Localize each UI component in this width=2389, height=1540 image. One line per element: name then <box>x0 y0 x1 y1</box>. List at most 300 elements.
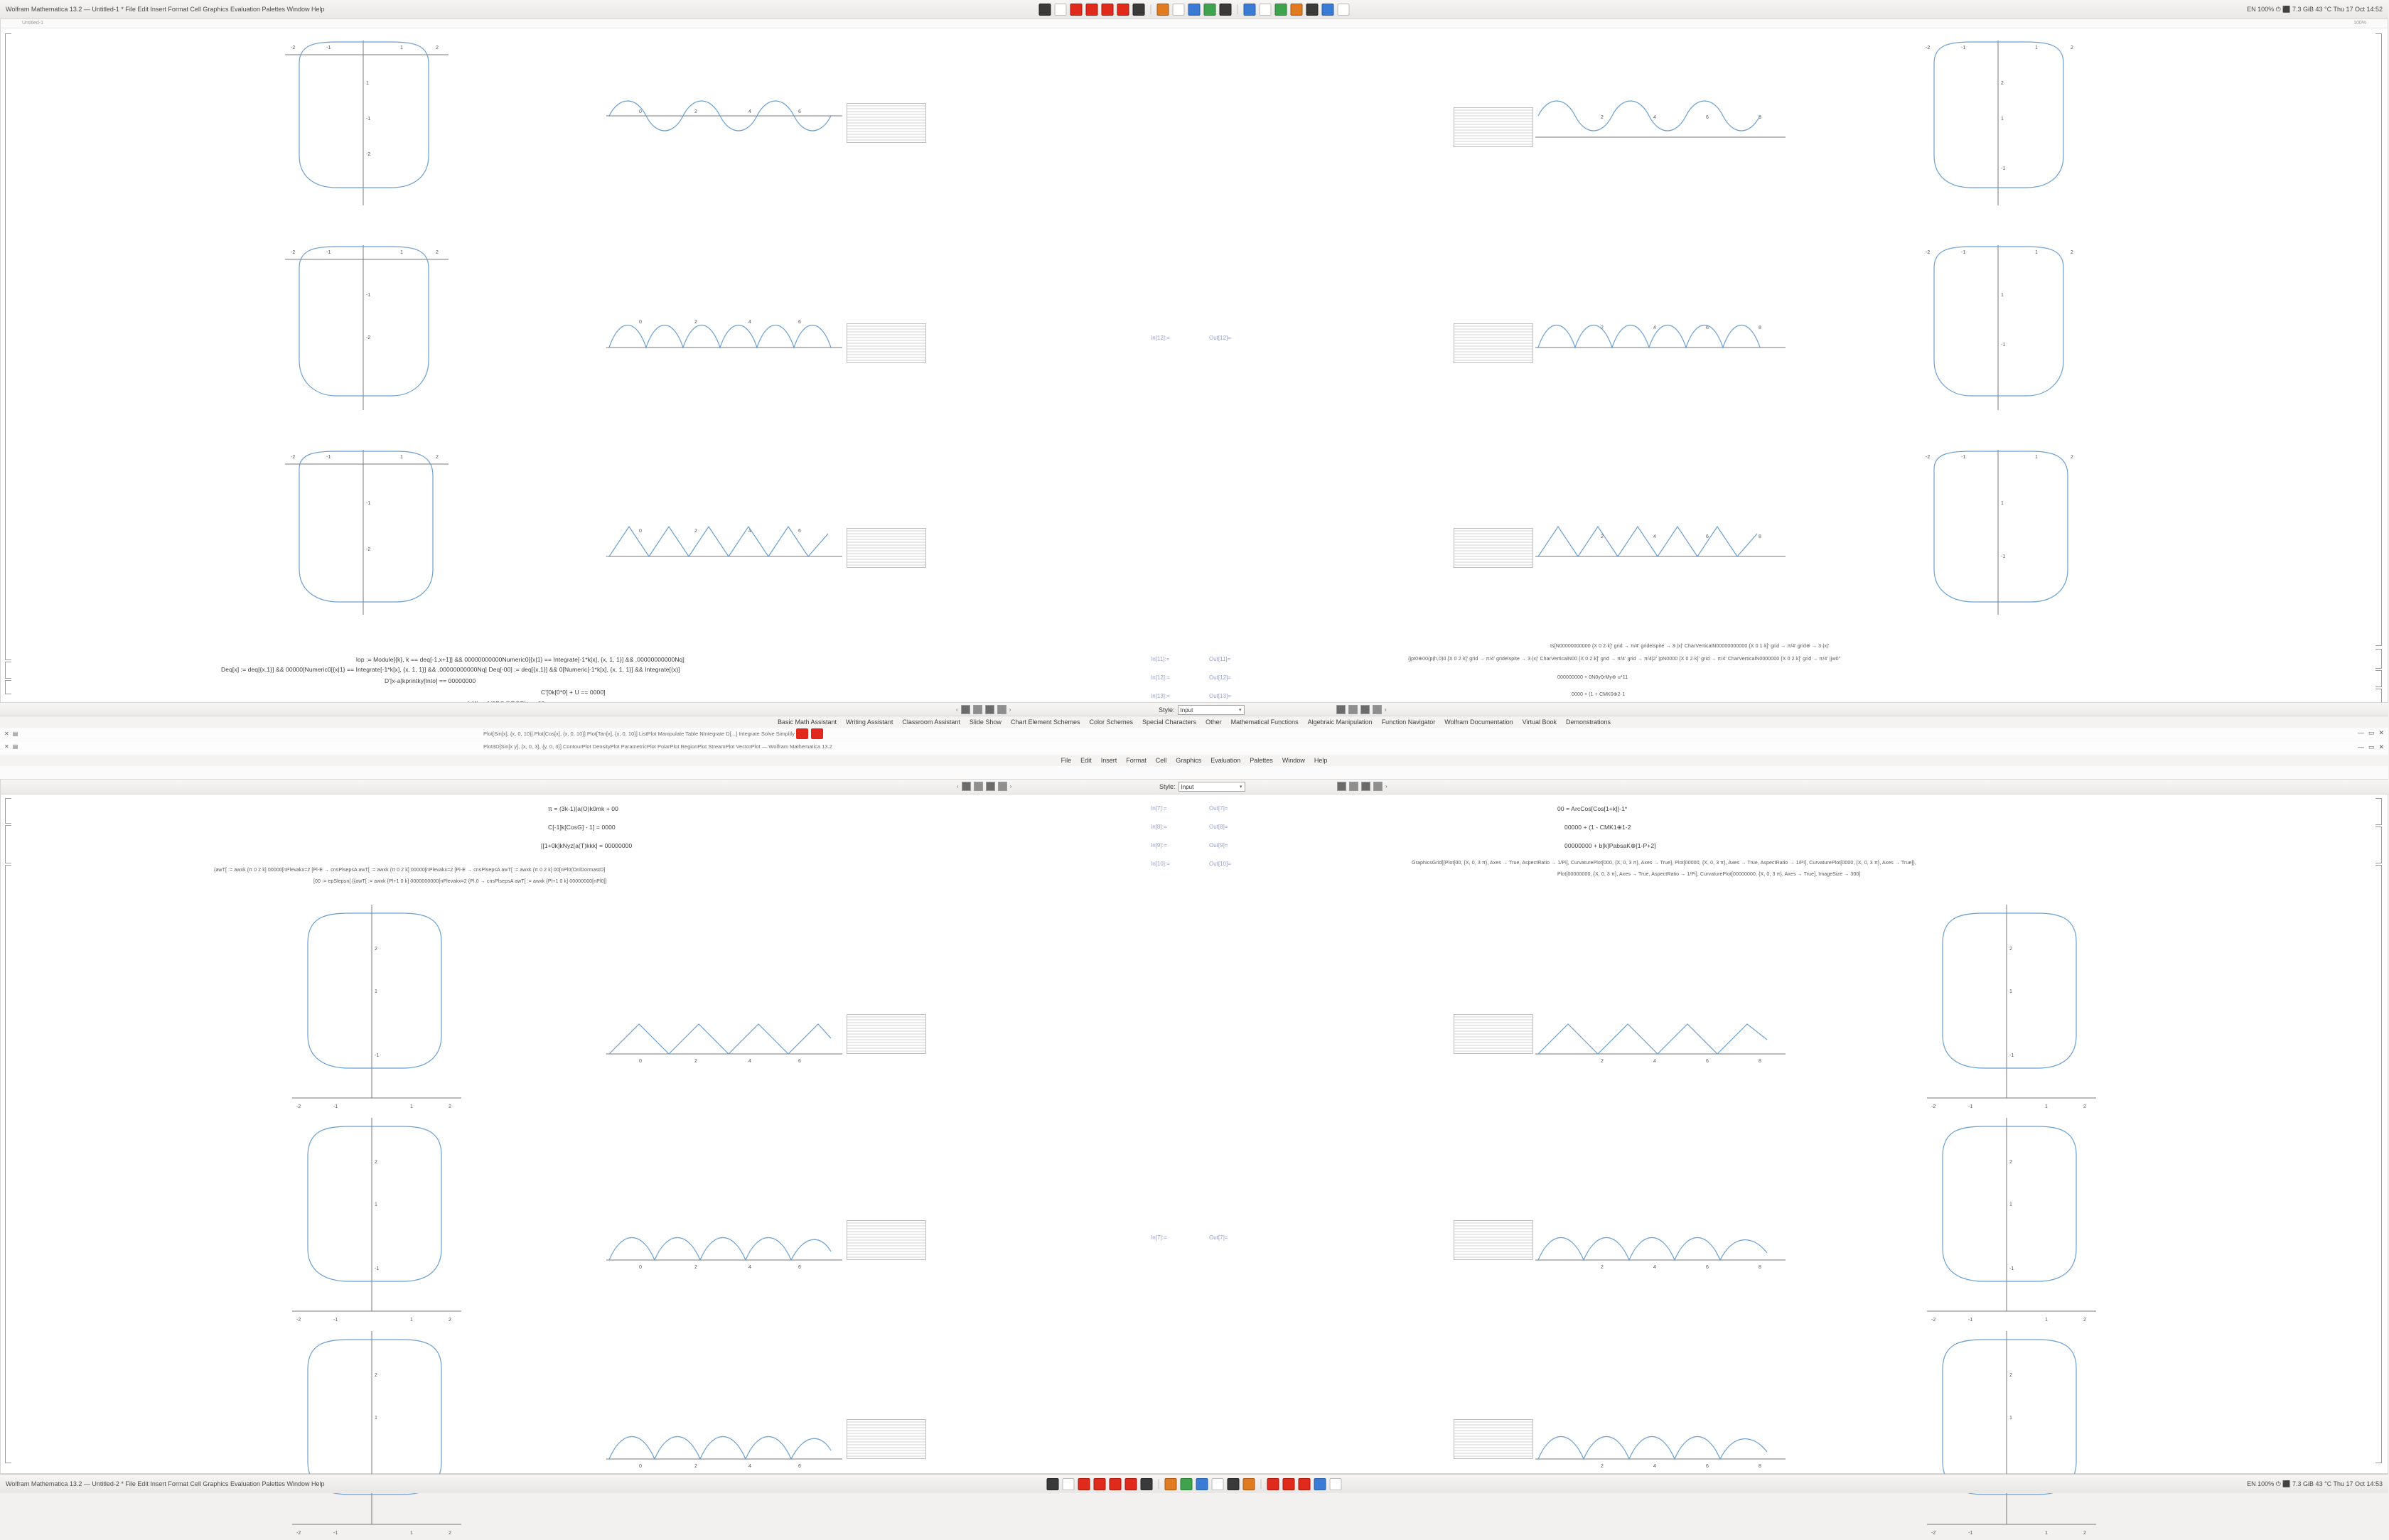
bottom-swatch-more-caret[interactable]: › <box>1385 783 1387 790</box>
svg-text:-1: -1 <box>375 1266 380 1271</box>
out-label-3: Out[13]= <box>1209 693 1231 699</box>
svg-text:1: 1 <box>410 1318 413 1323</box>
svg-text:2: 2 <box>1601 534 1604 539</box>
suggestions-bar-row-2[interactable] <box>0 742 2388 751</box>
plot-sinsq-bottom-1[interactable] <box>603 1220 845 1270</box>
bottom-in-label-4: In[10]:= <box>1151 861 1170 867</box>
bottom-in-label-2: In[8]:= <box>1151 824 1167 830</box>
svg-text:2: 2 <box>1601 115 1604 120</box>
svg-text:1: 1 <box>375 1202 377 1207</box>
svg-text:1: 1 <box>2045 1531 2048 1536</box>
svg-text:6: 6 <box>798 1265 801 1270</box>
maximize-button-2[interactable]: ▭ <box>2368 743 2375 750</box>
menu-item-10[interactable]: Function Navigator <box>1381 718 1436 726</box>
svg-text:2: 2 <box>449 1104 451 1109</box>
close-icon-2[interactable]: ✕ <box>4 743 9 750</box>
svg-text:1: 1 <box>2045 1318 2048 1323</box>
spreadsheet-icon[interactable] <box>1204 4 1216 16</box>
svg-text:2: 2 <box>694 320 697 325</box>
svg-text:2: 2 <box>694 1265 697 1270</box>
menu-evaluation[interactable]: Evaluation <box>1210 757 1241 764</box>
menu-icon-2[interactable]: ▤ <box>12 743 18 750</box>
palettes-menu-row[interactable] <box>0 716 2388 728</box>
bottom-color-swatch-4[interactable] <box>998 782 1007 791</box>
svg-text:1: 1 <box>2035 455 2038 460</box>
menu-palettes[interactable]: Palettes <box>1250 757 1273 764</box>
menu-format[interactable]: Format <box>1126 757 1147 764</box>
ruler-label-right: 100% <box>2353 21 2366 26</box>
minimize-button[interactable]: — <box>2357 729 2364 736</box>
svg-text:-1: -1 <box>1961 250 1966 255</box>
svg-text:-1: -1 <box>375 1053 380 1058</box>
record-icon[interactable] <box>1070 4 1083 16</box>
svg-text:0: 0 <box>639 1265 642 1270</box>
code-line-2[interactable]: Deq[x] := deq[{x,1}] && 00000[Numeric0[{x|1} == Integrate[-1*k[x], {x, 1, 1}] && ,00000000000Nq] Deq[-00] := deq[{x,1}] && 0[Numeric[-1*k[x], {x, 1, 1}] && Integrate[(x)] <box>221 666 680 673</box>
svg-text:8: 8 <box>1759 534 1761 539</box>
ruler-top <box>1 19 2388 28</box>
svg-text:4: 4 <box>748 1059 751 1064</box>
browser-icon[interactable] <box>1157 4 1169 16</box>
svg-text:1: 1 <box>400 455 403 460</box>
svg-text:4: 4 <box>1653 325 1656 330</box>
bottom-color-swatch-1[interactable] <box>962 782 971 791</box>
cell-bracket[interactable] <box>5 825 11 863</box>
svg-text:2: 2 <box>436 45 439 50</box>
monitor-icon[interactable] <box>1322 4 1334 16</box>
bottom-color-swatch-3[interactable] <box>986 782 995 791</box>
cell-bracket[interactable] <box>5 662 11 679</box>
color-swatch-4[interactable] <box>997 705 1006 714</box>
mail-icon-b[interactable] <box>1196 1478 1208 1490</box>
svg-text:-1: -1 <box>333 1531 338 1536</box>
menu-item-0[interactable]: Basic Math Assistant <box>777 718 837 726</box>
grid-legend-block-4 <box>1454 323 1533 363</box>
menu-item-13[interactable]: Demonstrations <box>1565 718 1611 726</box>
bottom-code-line-2[interactable]: C[-1]k[CosG] - 1] = 0000 <box>548 824 616 831</box>
plot-sinsq-bottom-3[interactable] <box>603 1419 845 1469</box>
svg-text:-1: -1 <box>326 250 331 255</box>
svg-text:1: 1 <box>2035 250 2038 255</box>
paint-icon-b[interactable] <box>1283 1478 1295 1490</box>
spreadsheet-icon-b[interactable] <box>1181 1478 1193 1490</box>
svg-text:-2: -2 <box>291 455 296 460</box>
color-swatch-5[interactable] <box>1336 705 1346 714</box>
bottom-status-area[interactable]: EN 100% ⏻ ⬛ 7.3 GiB 43 °C Thu 17 Oct 14:53 <box>2247 1480 2383 1487</box>
svg-text:1: 1 <box>2001 293 2004 298</box>
window-controls-bottom[interactable] <box>2358 743 2384 751</box>
svg-text:-2: -2 <box>366 547 371 552</box>
plot-triangle-top-2[interactable] <box>1532 517 1788 566</box>
svg-text:0: 0 <box>639 529 642 534</box>
color-swatch-1[interactable] <box>961 705 970 714</box>
cell-bracket[interactable] <box>2375 649 2382 669</box>
menu-file[interactable]: File <box>1061 757 1072 764</box>
archive-icon[interactable] <box>1244 4 1256 16</box>
svg-text:2: 2 <box>449 1318 451 1323</box>
notebook-window-top[interactable] <box>0 18 2388 711</box>
menu-window[interactable]: Window <box>1282 757 1305 764</box>
bottom-code-r4[interactable]: GraphicsGrid[{Plot[00, {X, 0, 3 π}, Axes → True, AspectRatio → 1/Pi], CurvaturePlot[000, {X, 0, 3 π}, Axes → True], Plot[00000, {X, 0, 3 π}, Axes → True, AspectRatio → 1/Pi], CurvaturePlot[0000, {X, 0, 3 π}, Axes → True]}, <box>1412 861 1916 866</box>
svg-text:6: 6 <box>1706 115 1709 120</box>
menu-help[interactable]: Help <box>1314 757 1328 764</box>
svg-text:-2: -2 <box>1926 455 1931 460</box>
bottom-code-r1[interactable]: 00 = ArcCos[Cos[1+k]]-1* <box>1557 805 1628 812</box>
svg-text:6: 6 <box>798 109 801 114</box>
style-selector[interactable] <box>1159 705 1245 715</box>
browser-icon-b[interactable] <box>1165 1478 1177 1490</box>
svg-text:-2: -2 <box>366 335 371 340</box>
bottom-swatch-left-caret[interactable]: ‹ <box>957 783 959 790</box>
bottom-color-swatch-8[interactable] <box>1373 782 1383 791</box>
code-line-r2[interactable]: {jpt0⊕00(p(h,0)0 {X 0 2·k]' grid → π/4' gridelspite → 3·|x|' CharVerticalN00 {X 0 2·k]' grid → π/4' grid → π/4|2' |pN0000 {X 0 2·k]' grid → π/4' CharVerticalN0000000 {X 0 2·k]' grid → π/4' |jw0'' <box>1408 657 1841 662</box>
style-combo[interactable] <box>1178 705 1245 715</box>
menu-graphics[interactable]: Graphics <box>1176 757 1202 764</box>
svg-text:1: 1 <box>2045 1104 2048 1109</box>
top-status-area[interactable]: EN 100% ⏻ ⬛ 7.3 GiB 43 °C Thu 17 Oct 14:52 <box>2247 5 2383 13</box>
plot-superellipse-bottom-right-1[interactable] <box>1906 900 2105 1114</box>
svg-text:1: 1 <box>410 1104 413 1109</box>
swatch-left-caret[interactable]: ‹ <box>956 706 958 713</box>
highlight-box-2[interactable] <box>811 728 823 739</box>
svg-text:8: 8 <box>1759 1059 1761 1064</box>
bottom-code-r3[interactable]: 00000000 + b[k]PabsaK⊕[1-P+2] <box>1564 842 1656 849</box>
svg-text:2: 2 <box>2083 1104 2086 1109</box>
svg-text:8: 8 <box>1759 115 1761 120</box>
swatch-group-left[interactable] <box>956 705 1011 714</box>
editor-icon-b[interactable] <box>1228 1478 1240 1490</box>
cell-bracket[interactable] <box>2375 33 2382 646</box>
svg-text:-1: -1 <box>333 1104 338 1109</box>
svg-text:2: 2 <box>375 1373 377 1378</box>
svg-text:2: 2 <box>436 250 439 255</box>
bottom-style-combo-value: Input <box>1181 783 1194 790</box>
svg-text:-1: -1 <box>366 501 371 506</box>
in-label-1: In[11]:= <box>1151 656 1170 662</box>
svg-text:1: 1 <box>2035 45 2038 50</box>
plot-superellipse-bottom-right-2[interactable] <box>1906 1114 2105 1327</box>
cell-bracket[interactable] <box>2375 689 2382 703</box>
top-tray[interactable] <box>1039 4 1350 16</box>
suggestions-row2-text[interactable]: Plot3D[Sin[x y], {x, 0, 3}, {y, 0, 3}] ContourPlot DensityPlot ParametricPlot PolarPlot RegionPlot StreamPlot VectorPlot — Wolfram Mathematica 13.2 <box>483 743 832 750</box>
right-cell-brackets <box>2373 29 2383 707</box>
capture-icon[interactable] <box>1102 4 1114 16</box>
plot-sine-top-3[interactable] <box>603 308 845 357</box>
bottom-color-swatch-5[interactable] <box>1337 782 1346 791</box>
bottom-swatch-right-caret[interactable]: › <box>1009 783 1012 790</box>
left-cell-brackets <box>4 29 14 707</box>
menu-icon[interactable]: ▤ <box>12 731 18 737</box>
plot-superellipse-top-right-3[interactable] <box>1906 444 2090 622</box>
svg-text:1: 1 <box>410 1531 413 1536</box>
grid-legend-block-1 <box>847 103 926 143</box>
grid-legend-block-b2 <box>1454 1014 1533 1054</box>
svg-text:-1: -1 <box>2009 1266 2014 1271</box>
bottom-format-toolbar[interactable] <box>1 780 2389 795</box>
svg-text:6: 6 <box>798 1059 801 1064</box>
svg-text:6: 6 <box>1706 1464 1709 1469</box>
bottom-code-r5[interactable]: Plot[00000000, {X, 0, 3 π}, Axes → True, AspectRatio → 1/Pi], CurvaturePlot[00000000, {X, 0, 3 π}, Axes → True], ImageSize → 300] <box>1557 872 1861 877</box>
svg-text:2: 2 <box>1601 1059 1604 1064</box>
color-swatch-7[interactable] <box>1360 705 1370 714</box>
camera-icon-b[interactable] <box>1125 1478 1137 1490</box>
svg-text:-1: -1 <box>2009 1053 2014 1058</box>
out-label-mid-top: Out[12]= <box>1209 335 1231 341</box>
plot-sinsq-bottom-4[interactable] <box>1532 1419 1788 1469</box>
files-icon-b[interactable] <box>1047 1478 1059 1490</box>
svg-text:-2: -2 <box>366 152 371 157</box>
bottom-in-label-1: In[7]:= <box>1151 805 1167 812</box>
stop-icon-b[interactable] <box>1094 1478 1106 1490</box>
plot-superellipse-top-right-2[interactable] <box>1906 239 2090 417</box>
svg-text:2: 2 <box>375 947 377 952</box>
svg-text:1: 1 <box>400 45 403 50</box>
svg-text:1: 1 <box>375 1416 377 1421</box>
color-swatch-3[interactable] <box>985 705 994 714</box>
svg-text:-1: -1 <box>333 1318 338 1323</box>
cell-bracket[interactable] <box>5 33 11 660</box>
svg-text:1: 1 <box>2009 989 2012 994</box>
camera-icon[interactable] <box>1117 4 1129 16</box>
window-left-controls-1[interactable] <box>4 731 18 737</box>
chevron-down-icon-2: ▾ <box>1240 785 1242 790</box>
plot-sine-top-1[interactable] <box>603 97 845 147</box>
svg-text:-2: -2 <box>1931 1104 1936 1109</box>
bottom-code-r2[interactable]: 00000 + (1 - CMK1⊕1-2 <box>1564 824 1631 831</box>
menu-item-8[interactable]: Mathematical Functions <box>1230 718 1299 726</box>
svg-text:2: 2 <box>2071 455 2073 460</box>
code-line-r3[interactable]: 000000000 + 0N0y0rMy⊕ u*11 <box>1557 675 1628 680</box>
svg-text:2: 2 <box>1601 1265 1604 1270</box>
bottom-code-l1[interactable]: {awT[ := awxk {π 0 2 k] 00000[nPlevakx=2 [Pl-E → cnsPlsepsA awT[ := awxk {π 0 2 k] 00000[nPlevakx=2 [Pl-E → cnsPlsepsA awT[ := awxk {π 0 2 k] 00[nPl0(OnlDormastD] <box>214 868 606 873</box>
bottom-style-label: Style: <box>1159 783 1176 790</box>
code-line-4[interactable]: C'[0k[0*0] + U == 0000] <box>541 689 606 696</box>
window-controls-top[interactable] <box>2358 729 2384 737</box>
bottom-desktop-bar <box>0 1474 2388 1493</box>
swatch-right-caret[interactable]: › <box>1009 706 1011 713</box>
bottom-in-label-3: In[9]:= <box>1151 842 1167 849</box>
cell-bracket[interactable] <box>5 798 11 824</box>
plot-sinsq-bottom-2[interactable] <box>1532 1220 1788 1270</box>
grid-legend-block-b3 <box>847 1220 926 1260</box>
calc-icon-b[interactable] <box>1299 1478 1311 1490</box>
svg-text:-2: -2 <box>1931 1318 1936 1323</box>
bottom-code-line-1[interactable]: π = (3k-1)[a(O)k0mk + 00 <box>548 805 618 812</box>
plot-superellipse-top-right-1[interactable] <box>1906 35 2090 212</box>
svg-text:1: 1 <box>400 250 403 255</box>
cell-bracket[interactable] <box>5 865 11 1463</box>
plot-triangle-bottom-2[interactable] <box>1532 1014 1788 1064</box>
bottom-in-label-mid: In[7]:= <box>1151 1234 1167 1241</box>
cell-bracket[interactable] <box>5 680 11 694</box>
highlight-box-1[interactable] <box>796 728 808 739</box>
plot-triangle-bottom-1[interactable] <box>603 1014 845 1064</box>
bottom-out-label-mid: Out[7]= <box>1209 1234 1228 1241</box>
svg-text:2: 2 <box>2071 45 2073 50</box>
window-left-controls-2[interactable] <box>4 743 18 750</box>
format-toolbar[interactable] <box>0 702 2388 716</box>
files-icon[interactable] <box>1039 4 1051 16</box>
close-button[interactable]: ✕ <box>2378 729 2384 736</box>
menu-insert[interactable]: Insert <box>1100 757 1117 764</box>
suggestions-bar-row-1[interactable] <box>0 729 2388 738</box>
grid-legend-block-5 <box>847 528 926 568</box>
chat-icon-b[interactable] <box>1243 1478 1255 1490</box>
code-line-3[interactable]: D'[x-a]kprintky[Into] == 00000000 <box>385 677 476 684</box>
svg-text:2: 2 <box>2009 1373 2012 1378</box>
notebook-icon-b[interactable] <box>1212 1478 1224 1490</box>
svg-text:4: 4 <box>1653 1464 1656 1469</box>
svg-text:2: 2 <box>1601 1464 1604 1469</box>
terminal-icon[interactable] <box>1133 4 1145 16</box>
svg-text:2: 2 <box>2071 250 2073 255</box>
close-button-2[interactable]: ✕ <box>2378 743 2384 750</box>
menu-item-3[interactable]: Slide Show <box>969 718 1002 726</box>
svg-text:-1: -1 <box>1968 1531 1973 1536</box>
suggestions-row1-text[interactable]: Plot[Sin[x], {x, 0, 10}] Plot[Cos[x], {x, 0, 10}] Plot[Tan[x], {x, 0, 10}] ListPlot Manipulate Table NIntegrate D[...] Integrate Solve Simplify <box>483 731 795 737</box>
svg-text:-1: -1 <box>1968 1104 1973 1109</box>
cell-bracket[interactable] <box>2375 865 2382 1463</box>
close-icon[interactable]: ✕ <box>4 731 9 737</box>
svg-text:-2: -2 <box>1926 45 1931 50</box>
calc-icon[interactable] <box>1275 4 1287 16</box>
stop-icon[interactable] <box>1086 4 1098 16</box>
bottom-out-label-4: Out[10]= <box>1209 861 1231 867</box>
svg-text:6: 6 <box>798 529 801 534</box>
svg-text:6: 6 <box>798 1464 801 1469</box>
grid-icon[interactable] <box>1338 4 1350 16</box>
svg-text:-1: -1 <box>1961 455 1966 460</box>
cell-bracket[interactable] <box>2375 670 2382 687</box>
menu-cell[interactable]: Cell <box>1155 757 1167 764</box>
plot-superellipse-bottom-left-1[interactable] <box>271 900 470 1114</box>
bottom-code-l2[interactable]: [00 := epSlepsn[ {{awT[ := awxk {Pl+1 0 k] 0000000000[nPlevakx=2 {Pl.0 → cnsPlsepsA awT[ := awxk {Pl+1 0 k] 00000000[nPl0]] <box>313 879 607 884</box>
svg-text:4: 4 <box>748 1265 751 1270</box>
svg-text:-1: -1 <box>1968 1318 1973 1323</box>
plot-sine-top-2[interactable] <box>1532 97 1788 147</box>
menu-item-5[interactable]: Color Schemes <box>1089 718 1134 726</box>
bottom-tray[interactable] <box>1047 1478 1342 1490</box>
svg-text:2: 2 <box>694 109 697 114</box>
out-label-1: Out[11]= <box>1209 656 1231 662</box>
cell-bracket[interactable] <box>2375 826 2382 863</box>
plot-superellipse-bottom-left-2[interactable] <box>271 1114 470 1327</box>
swatch-more-caret[interactable]: › <box>1385 706 1387 713</box>
bottom-swatch-group-left[interactable] <box>957 782 1011 791</box>
swatch-group-right[interactable] <box>1336 705 1387 714</box>
plot-superellipse-bottom-left-3[interactable] <box>271 1327 470 1540</box>
svg-text:2: 2 <box>375 1160 377 1165</box>
svg-text:8: 8 <box>1759 1265 1761 1270</box>
svg-text:-1: -1 <box>366 293 371 298</box>
minimize-button-2[interactable]: — <box>2357 743 2364 750</box>
code-line-1[interactable]: lop := Module[{k}, k == deq[-1,x+1]] && 00000000000Numeric0[{x|1} == Integrate[-1*k[x], {x, 1, 1}] && ,00000000000Nq] <box>356 656 685 663</box>
cell-bracket[interactable] <box>2375 798 2382 825</box>
code-line-r4[interactable]: 0000 + (1 + CMK0⊕2·1 <box>1572 692 1626 697</box>
tray-separator-b2 <box>1261 1479 1262 1489</box>
bottom-left-cell-brackets <box>4 797 14 1470</box>
svg-text:2: 2 <box>1601 325 1604 330</box>
color-swatch-6[interactable] <box>1348 705 1358 714</box>
plot-superellipse-top-left-3[interactable] <box>271 444 456 622</box>
svg-text:4: 4 <box>748 529 751 534</box>
svg-text:-2: -2 <box>291 45 296 50</box>
in-label-mid-top: In[12]:= <box>1151 335 1170 341</box>
code-line-r1[interactable]: ts[N00000000000 {X 0 2·k]' grid → π/4' gridelspite → 3·|x|' CharVerticalN00000000000 {X 0 1·k]' grid → π/4' grid⊕ → 3·|x|' <box>1550 644 1830 649</box>
svg-text:0: 0 <box>639 1464 642 1469</box>
svg-text:1: 1 <box>375 989 377 994</box>
menu-item-12[interactable]: Virtual Book <box>1522 718 1557 726</box>
svg-text:-1: -1 <box>2001 166 2006 171</box>
svg-text:1: 1 <box>2009 1416 2012 1421</box>
bottom-style-selector[interactable] <box>1159 782 1245 792</box>
grid-icon-b[interactable] <box>1330 1478 1342 1490</box>
bottom-color-swatch-6[interactable] <box>1349 782 1358 791</box>
svg-text:0: 0 <box>639 1059 642 1064</box>
grid-legend-block-2 <box>1454 107 1533 147</box>
settings-icon[interactable] <box>1306 4 1319 16</box>
mail-icon[interactable] <box>1188 4 1201 16</box>
menu-item-4[interactable]: Chart Element Schemes <box>1010 718 1080 726</box>
bottom-color-swatch-7[interactable] <box>1361 782 1370 791</box>
menu-item-2[interactable]: Classroom Assistant <box>902 718 960 726</box>
svg-text:4: 4 <box>1653 1059 1656 1064</box>
menu-item-11[interactable]: Wolfram Documentation <box>1444 718 1513 726</box>
svg-text:2: 2 <box>2001 81 2004 86</box>
menu-item-6[interactable]: Special Characters <box>1142 718 1197 726</box>
svg-text:-1: -1 <box>366 117 371 122</box>
archive-icon-b[interactable] <box>1267 1478 1279 1490</box>
grid-legend-block-b1 <box>847 1014 926 1054</box>
color-swatch-8[interactable] <box>1373 705 1382 714</box>
bottom-out-label-3: Out[9]= <box>1209 842 1228 849</box>
in-label-2: In[12]:= <box>1151 674 1170 681</box>
monitor-icon-b[interactable] <box>1314 1478 1326 1490</box>
svg-text:-2: -2 <box>291 250 296 255</box>
svg-text:-2: -2 <box>1926 250 1931 255</box>
paint-icon[interactable] <box>1260 4 1272 16</box>
out-label-2: Out[12]= <box>1209 674 1231 681</box>
plot-sine-top-4[interactable] <box>1532 308 1788 357</box>
menu-item-9[interactable]: Algebraic Manipulation <box>1307 718 1373 726</box>
plot-triangle-top-1[interactable] <box>603 517 845 566</box>
svg-text:2: 2 <box>694 1464 697 1469</box>
plot-superellipse-bottom-right-3[interactable] <box>1906 1327 2105 1540</box>
bottom-style-combo[interactable] <box>1179 782 1245 792</box>
bottom-code-line-3[interactable]: [[1+0k]kNyz[a(T)kkk] = 00000000 <box>541 842 633 849</box>
notes-icon[interactable] <box>1055 4 1067 16</box>
svg-text:1: 1 <box>2009 1202 2012 1207</box>
terminal-icon-b[interactable] <box>1141 1478 1153 1490</box>
menu-edit[interactable]: Edit <box>1080 757 1092 764</box>
plot-superellipse-top-left-2[interactable] <box>271 239 456 417</box>
plot-superellipse-top-left-1[interactable] <box>271 35 456 212</box>
menu-item-1[interactable]: Writing Assistant <box>846 718 893 726</box>
main-menu-bar[interactable] <box>0 755 2388 766</box>
chat-icon[interactable] <box>1291 4 1303 16</box>
color-swatch-2[interactable] <box>973 705 982 714</box>
style-combo-value: Input <box>1180 706 1193 714</box>
notebook-icon[interactable] <box>1173 4 1185 16</box>
in-label-3: In[13]:= <box>1151 693 1170 699</box>
maximize-button[interactable]: ▭ <box>2368 729 2375 736</box>
capture-icon-b[interactable] <box>1110 1478 1122 1490</box>
record-icon-b[interactable] <box>1078 1478 1090 1490</box>
menu-item-7[interactable]: Other <box>1206 718 1222 726</box>
bottom-swatch-group-right[interactable] <box>1337 782 1387 791</box>
editor-icon[interactable] <box>1220 4 1232 16</box>
notes-icon-b[interactable] <box>1063 1478 1075 1490</box>
bottom-color-swatch-2[interactable] <box>974 782 983 791</box>
